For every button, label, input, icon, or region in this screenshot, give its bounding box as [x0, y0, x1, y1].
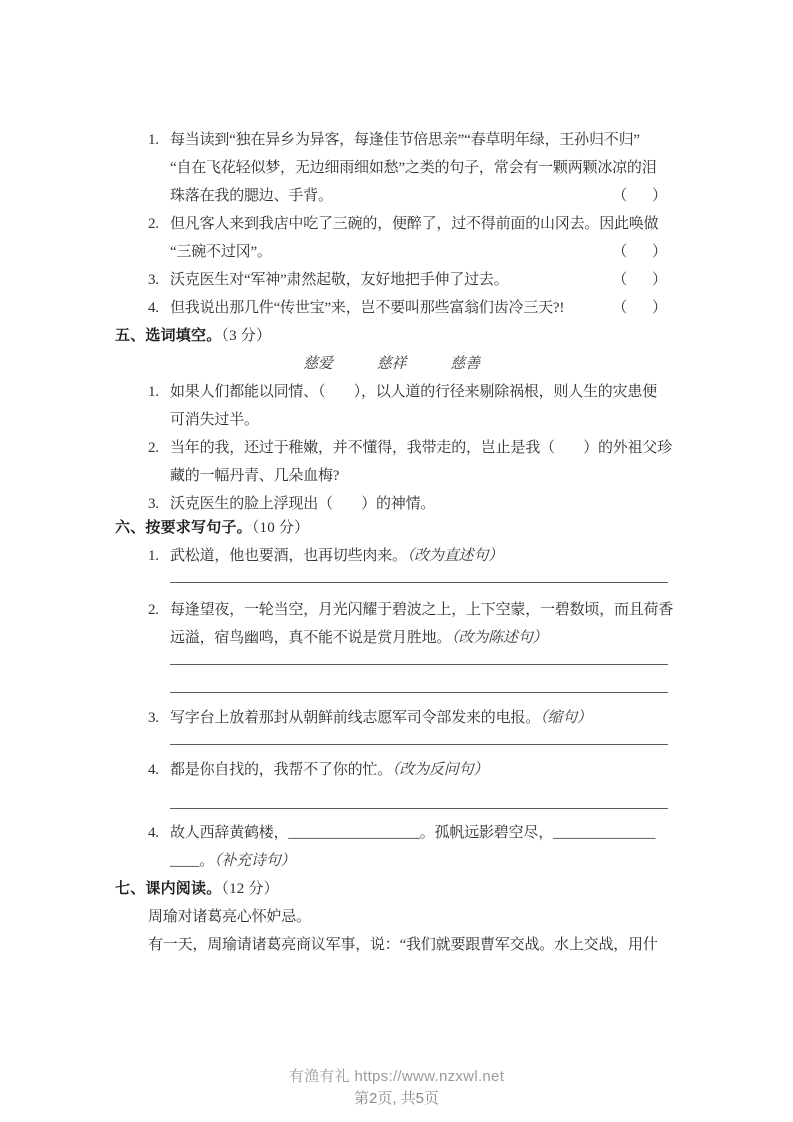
- reading-paragraph: 周瑜对诸葛亮心怀妒忌。: [148, 909, 311, 925]
- judgment-item-3: [115, 266, 668, 294]
- item-number: 1.: [148, 384, 159, 400]
- watermark-site-text: 有渔有礼 https://www.nzxwl.net: [288, 1068, 505, 1085]
- item-number: 1.: [148, 548, 159, 564]
- item-text: 写字台上放着那封从朝鲜前线志愿军司令部发来的电报。: [170, 710, 541, 726]
- section-heading-7: [115, 875, 668, 903]
- text-line: [115, 756, 668, 784]
- writing-item-2: [115, 596, 674, 693]
- item-instruction: （缩句）: [540, 710, 592, 726]
- item-text: 武松道，他也要酒，也再切些肉来。: [170, 548, 407, 564]
- item-number: 2.: [148, 216, 159, 232]
- text-line: [115, 847, 668, 875]
- item-number: 3.: [148, 272, 159, 288]
- text-line: [115, 704, 668, 732]
- fill-item-3: [115, 490, 668, 518]
- item-text: 但凡客人来到我店中吃了三碗的，便醉了，过不得前面的山冈去。因此唤做: [170, 216, 659, 232]
- word-bank-word: 慈祥: [376, 356, 407, 372]
- text-line: [115, 406, 668, 434]
- section-title: 五、选词填空。: [115, 328, 222, 344]
- fill-item-2: [115, 434, 673, 490]
- reading-paragraph: 有一天，周瑜请诸葛亮商议军事，说：“我们就要跟曹军交战。水上交战，用什: [148, 937, 658, 953]
- section-points: （3 分）: [221, 328, 272, 344]
- answer-paren: （ ）: [612, 188, 668, 204]
- text-line: [115, 624, 668, 652]
- word-bank-word: 慈善: [450, 356, 480, 372]
- item-number: 2.: [148, 440, 159, 456]
- judgment-item-2: [115, 210, 668, 266]
- text-line: [115, 462, 668, 490]
- exam-content: [115, 126, 674, 959]
- text-line: [115, 294, 668, 322]
- section-heading-6: [115, 514, 668, 542]
- page-number: 第2页, 共5页: [353, 1090, 440, 1107]
- item-text: ____。: [170, 853, 215, 869]
- word-bank: [115, 350, 668, 378]
- writing-item-3: [115, 704, 668, 745]
- text-line: [115, 210, 668, 238]
- writing-item-4: [115, 756, 668, 809]
- text-line: [115, 490, 668, 518]
- item-text: “三碗不过冈”。: [170, 244, 272, 260]
- item-number: 3.: [148, 496, 159, 512]
- answer-blank-line: [170, 732, 668, 745]
- text-line: [115, 819, 668, 847]
- section-title: 七、课内阅读。: [115, 881, 222, 897]
- text-line: [115, 378, 668, 406]
- section-points: （12 分）: [221, 881, 279, 897]
- section-title: 六、按要求写句子。: [115, 520, 252, 536]
- item-instruction: （改为反问句）: [392, 762, 489, 778]
- answer-blank-line: [170, 680, 668, 693]
- answer-blank-line: [170, 570, 668, 583]
- item-text: 当年的我，还过于稚嫩，并不懂得，我带走的，岂止是我（ ）的外祖父珍: [170, 440, 673, 456]
- answer-blank-line: [170, 796, 668, 809]
- writing-item-1: [115, 542, 668, 583]
- item-number: 3.: [148, 710, 159, 726]
- text-line: [115, 182, 668, 210]
- item-text: 都是你自找的，我帮不了你的忙。: [170, 762, 393, 778]
- item-instruction: （改为直述句）: [406, 548, 503, 564]
- answer-paren: （ ）: [612, 244, 668, 260]
- item-text: 珠落在我的腮边、手背。: [170, 188, 333, 204]
- writing-item-5: [115, 819, 668, 875]
- text-line: [115, 596, 674, 624]
- item-text: 沃克医生对“军神”肃然起敬，友好地把手伸了过去。: [170, 272, 509, 288]
- item-number: 1.: [148, 132, 159, 148]
- judgment-item-4: [115, 294, 668, 322]
- item-text: 故人西辞黄鹤楼，__________________。孤帆远影碧空尽，______________: [170, 825, 656, 841]
- item-text: 藏的一幅丹青、几朵血梅?: [170, 468, 340, 484]
- text-line: [115, 266, 668, 294]
- word-bank-word: 慈爱: [303, 356, 333, 372]
- text-line: [115, 542, 668, 570]
- item-text: 可消失过半。: [170, 412, 259, 428]
- answer-blank-line: [170, 652, 668, 665]
- item-text: 每逢望夜，一轮当空，月光闪耀于碧波之上，上下空蒙，一碧数顷，而且荷香: [170, 602, 674, 618]
- item-number: 2.: [148, 602, 159, 618]
- item-number: 4.: [148, 825, 159, 841]
- text-line: [115, 126, 668, 154]
- item-instruction: （补充诗句）: [214, 853, 296, 869]
- item-text: 每当读到“独在异乡为异客，每逢佳节倍思亲”“春草明年绿，王孙归不归”: [170, 132, 640, 148]
- fill-item-1: [115, 378, 668, 434]
- item-text: 远溢，宿鸟幽鸣，真不能不说是赏月胜地。: [170, 630, 452, 646]
- page-footer: [0, 1066, 793, 1110]
- text-line: [115, 434, 673, 462]
- item-number: 4.: [148, 762, 159, 778]
- item-text: 沃克医生的脸上浮现出（ ）的神情。: [170, 496, 436, 512]
- item-number: 4.: [148, 300, 159, 316]
- answer-paren: （ ）: [612, 300, 668, 316]
- text-line: [115, 238, 668, 266]
- item-instruction: （改为陈述句）: [451, 630, 548, 646]
- item-text: “自在飞花轻似梦，无边细雨细如愁”之类的句子，常会有一颗两颗冰凉的泪: [170, 160, 657, 176]
- judgment-item-1: [115, 126, 668, 210]
- answer-paren: （ ）: [612, 272, 668, 288]
- section-points: （10 分）: [251, 520, 310, 536]
- section-heading-5: [115, 322, 668, 350]
- item-text: 如果人们都能以同情、（ ），以人道的行径来剔除祸根，则人生的灾患便: [170, 384, 658, 400]
- item-text: 但我说出那几件“传世宝”来，岂不要叫那些富翁们齿冷三天?!: [170, 300, 565, 316]
- text-line: [115, 154, 668, 182]
